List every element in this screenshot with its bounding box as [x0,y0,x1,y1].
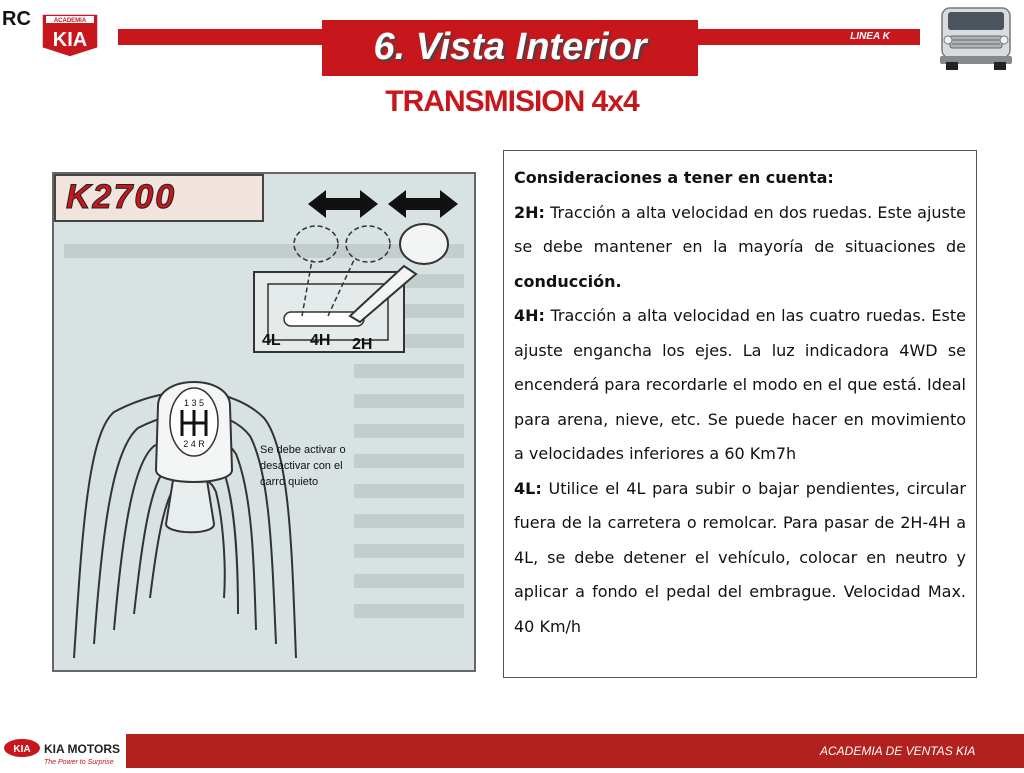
corner-tag: RC [2,8,31,30]
k2700-logo [54,174,264,222]
paragraph-4l: 4L: Utilice el 4L para subir o bajar pendientes, circular fuera de la carretera o remolcar. Para pasar de 2H-4H a 4L, se debe detener el vehículo, colocar en neutro y aplicar a fondo el pedal del embrague. Velocidad Max. 40 Km/h [514,478,966,636]
illustration-note: Se debe activar o desactivar con el carro quieto [260,444,346,488]
kia-motors-logo [0,734,126,768]
page-title: 6. Vista Interior [373,26,647,68]
kia-logo-text: KIA [52,29,88,51]
footer-label: ACADEMIA DE VENTAS KIA [820,744,976,758]
gear-label-4l: 4L [262,332,281,349]
considerations-heading: Consideraciones a tener en cuenta: [514,168,834,187]
gear-label-2h: 2H [352,336,373,353]
gear-label-4h: 4H [310,332,331,349]
transmission-illustration [52,172,476,672]
svg-text:KIA: KIA [13,744,31,755]
truck-icon [936,2,1016,72]
considerations-box [503,150,977,678]
academia-logo-text: ACADEMIA [53,18,87,24]
line-label: LINEA K [850,31,890,42]
double-arrow-icon [308,190,458,218]
model-logo-text: K2700 [66,178,177,216]
kia-oval-icon [0,734,126,768]
gear-shift-drawing [54,174,474,670]
section-subtitle: TRANSMISION 4x4 [385,85,639,118]
footer-tagline: The Power to Surprise [44,759,114,766]
footer-brand: KIA MOTORS [44,742,121,756]
kia-academia-logo [40,12,100,58]
shift-pattern-bottom: 2 4 R [183,439,205,449]
paragraph-2h: 2H: Tracción a alta velocidad en dos ruedas. Este ajuste se debe mantener en la mayoría de situaciones de conducción. [514,202,966,291]
shift-pattern-top: 1 3 5 [183,398,205,408]
paragraph-4h: 4H: Tracción a alta velocidad en las cuatro ruedas. Este ajuste engancha los ejes. La luz indicadora 4WD se encenderá para recordarle el modo en el que está. Ideal para arena, nieve, etc. Se puede hacer en movimiento a velocidades inferiores a 60 Km7h [514,306,966,463]
